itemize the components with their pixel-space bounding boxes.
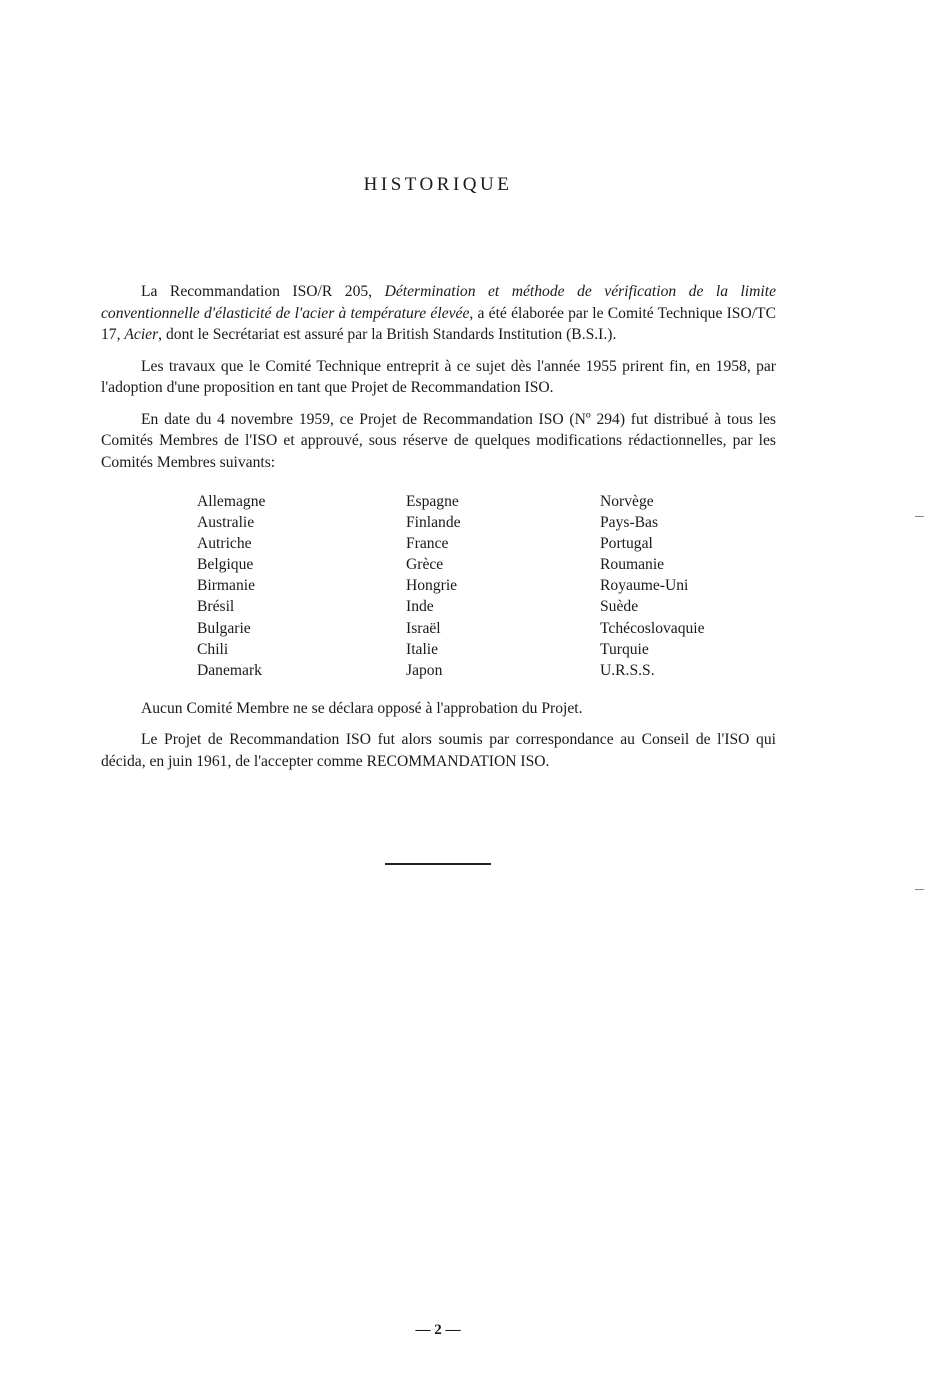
member-column-1	[197, 491, 406, 681]
document-body	[101, 281, 776, 782]
member-name: Chili	[197, 640, 229, 658]
member-name: Allemagne	[197, 493, 266, 510]
paragraph-distribution: En date du 4 novembre 1959, ce Projet de Recommandation ISO (Nº 294) fut distribué à tous les Comités Membres de l'ISO et approuvé, sous réserve de quelques modifications rédactionnelles, par les Comités Membres suivants:	[101, 410, 776, 471]
intro-committee-name: Acier	[124, 326, 159, 343]
member-name: U.R.S.S.	[600, 661, 655, 679]
member-name: Inde	[406, 598, 434, 616]
paragraph-acceptance: Le Projet de Recommandation ISO fut alors soumis par correspondance au Conseil de l'ISO qui décida, en juin 1961, de l'accepter comme RECOMMANDATION ISO.	[101, 731, 776, 770]
member-name: Israël	[406, 619, 441, 637]
intro-recommendation-title: Détermination et méthode de vérification de la limite conventionnelle d'élasticité de l'acier à température élevée	[101, 283, 776, 322]
margin-mark	[915, 516, 924, 517]
member-name: Norvège	[600, 493, 654, 510]
intro-text-2: , a été élaborée par le Comité Technique ISO/TC 17,	[101, 304, 776, 343]
member-name: Tchécoslovaquie	[600, 619, 705, 637]
member-column-2	[406, 491, 600, 681]
section-divider	[385, 863, 491, 865]
member-name: Pays-Bas	[600, 514, 659, 532]
member-name: Japon	[406, 661, 443, 679]
paragraph-no-opposition: Aucun Comité Membre ne se déclara opposé à l'approbation du Projet.	[141, 699, 583, 717]
member-name: Australie	[197, 514, 255, 532]
member-name: Brésil	[197, 598, 235, 616]
intro-text-1: La Recommandation ISO/R 205,	[141, 283, 385, 300]
member-name: Italie	[406, 640, 439, 658]
member-name: Autriche	[197, 535, 252, 553]
paragraph-intro	[101, 281, 776, 346]
intro-text-3: , dont le Secrétariat est assuré par la British Standards Institution (B.S.I.).	[158, 326, 617, 343]
member-name: Turquie	[600, 640, 649, 658]
margin-mark	[915, 889, 924, 890]
member-name: Danemark	[197, 661, 262, 679]
member-column-3	[600, 491, 780, 681]
member-name: Belgique	[197, 556, 254, 574]
page-number: — 2 —	[415, 1322, 461, 1338]
member-name: Roumanie	[600, 556, 665, 574]
member-name: France	[406, 535, 449, 553]
member-name: Grèce	[406, 556, 444, 574]
member-name: Bulgarie	[197, 619, 251, 637]
member-name: Suède	[600, 598, 639, 616]
member-name: Royaume-Uni	[600, 577, 689, 595]
member-bodies-list	[197, 491, 776, 681]
member-name: Portugal	[600, 535, 653, 553]
member-name: Espagne	[406, 493, 459, 510]
page-title: HISTORIQUE	[363, 174, 513, 195]
member-name: Finlande	[406, 514, 461, 532]
member-name: Birmanie	[197, 577, 256, 595]
member-name: Hongrie	[406, 577, 458, 595]
paragraph-work: Les travaux que le Comité Technique entreprit à ce sujet dès l'année 1955 prirent fin, en 1958, par l'adoption d'une proposition en tant que Projet de Recommandation ISO.	[101, 357, 776, 396]
